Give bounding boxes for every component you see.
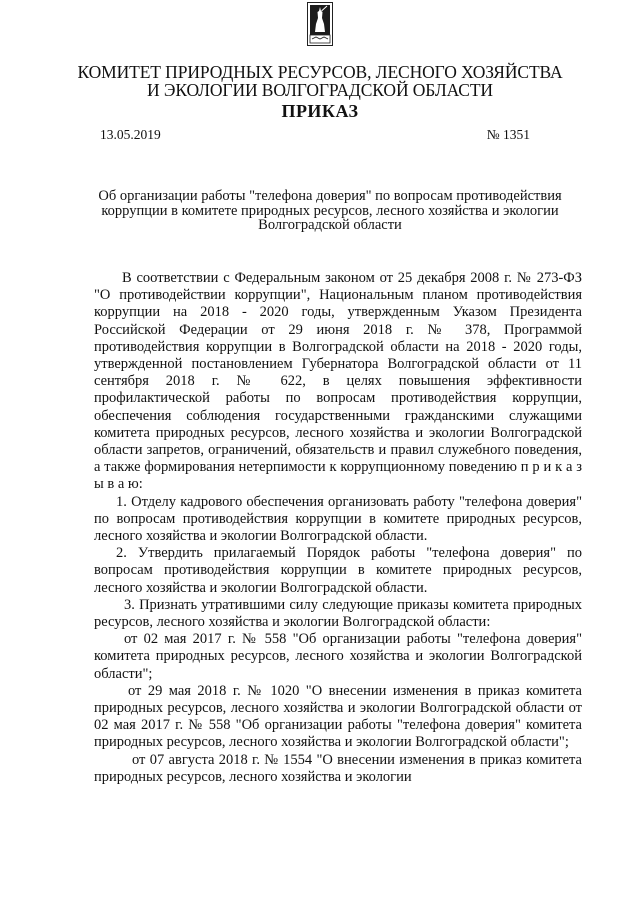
item-1-paragraph: 1. Отделу кадрового обеспечения организовать работу "телефона доверия" по вопросам противодействия коррупции в комитете природных ресурсов, лесного хозяйства и экологии Волгоградской области. xyxy=(94,493,582,545)
preamble-paragraph: В соответствии с Федеральным законом от 25 декабря 2008 г. № 273-ФЗ "О противодействии коррупции", Национальным планом противодействия коррупции на 2018 - 2020 годы, утвержденным Указом Президента Российской Федерации от 29 июня 2018 г. № 378, Программой противодействия коррупции в Волгоградской области на 2018 - 2020 годы, утвержденной постановлением Губернатора Волгоградской области от 11 сентября 2018 г. № 622, в целях повышения эффективности профилактической работы по вопросам противодействия коррупции, обеспечения соблюдения государственными гражданскими служащими комитета природных ресурсов, лесного хозяйства и экологии Волгоградской области запретов, ограничений, обязательств и правил служебного поведения, а также формирования нетерпимости к коррупционному поведению п р и к а з ы в а ю: xyxy=(94,270,582,493)
document-subject: Об организации работы "телефона доверия" по вопросам противодействия коррупции в комитете природных ресурсов, лесного хозяйства и экологии Волгоградской области xyxy=(98,188,562,233)
document-date: 13.05.2019 xyxy=(100,127,161,142)
item-2-paragraph: 2. Утвердить прилагаемый Порядок работы "телефона доверия" по вопросам противодействия коррупции в комитете природных ресурсов, лесного хозяйства и экологии Волгоградской области. xyxy=(94,545,582,596)
item-3c-paragraph: от 07 августа 2018 г. № 1554 "О внесении изменения в приказ комитета природных ресурсов, лесного хозяйства и экологии xyxy=(94,751,582,785)
organization-name-line1: КОМИТЕТ ПРИРОДНЫХ РЕСУРСОВ, ЛЕСНОГО ХОЗЯЙСТВА xyxy=(77,62,563,82)
organization-name-line2: И ЭКОЛОГИИ ВОЛГОГРАДСКОЙ ОБЛАСТИ xyxy=(147,80,493,100)
document-body xyxy=(94,270,582,786)
item-3b-paragraph: от 29 мая 2018 г. № 1020 "О внесении изменения в приказ комитета природных ресурсов, лесного хозяйства и экологии Волгоградской области от 02 мая 2017 г. № 558 "Об организации работы "телефона доверия" комитета природных ресурсов, лесного хозяйства и экологии Волгоградской области"; xyxy=(94,682,582,751)
volgograd-coat-of-arms-icon xyxy=(307,2,333,46)
document-type: ПРИКАЗ xyxy=(281,101,359,121)
item-3a-paragraph: от 02 мая 2017 г. № 558 "Об организации работы "телефона доверия" комитета природных ресурсов, лесного хозяйства и экологии Волгоградской области"; xyxy=(94,631,582,682)
organization-name xyxy=(60,63,580,99)
document-number: № 1351 xyxy=(486,127,530,142)
item-3-paragraph: 3. Признать утратившими силу следующие приказы комитета природных ресурсов, лесного хозяйства и экологии Волгоградской области: xyxy=(94,596,582,631)
